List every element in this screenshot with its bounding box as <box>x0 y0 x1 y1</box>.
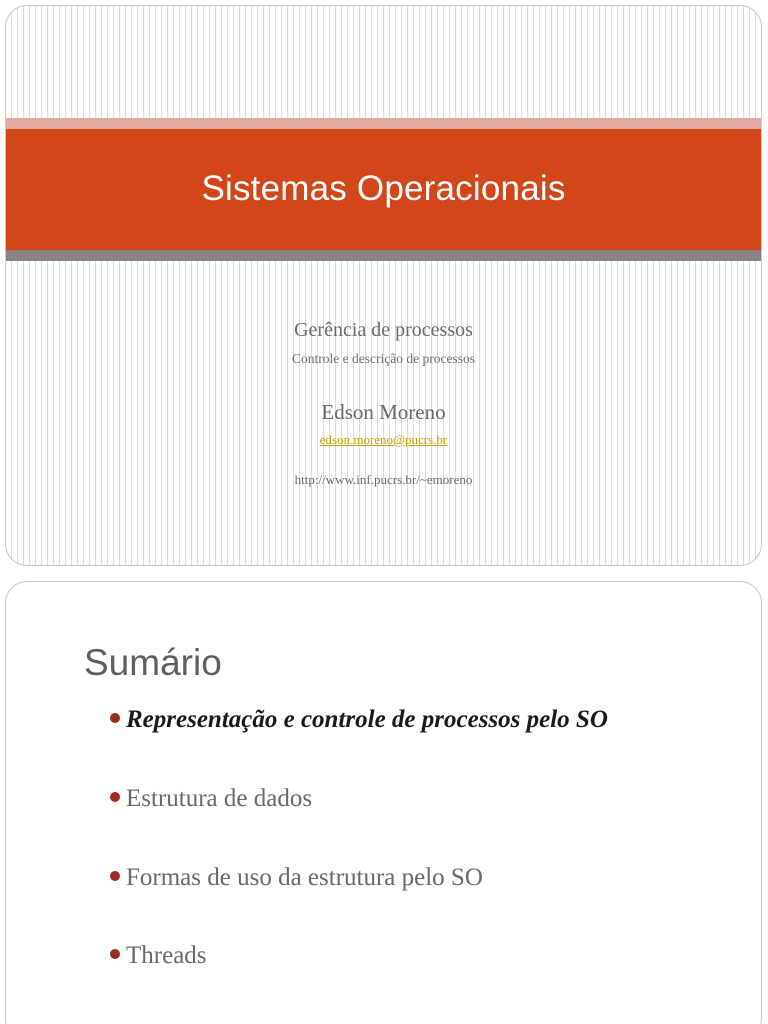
title-banner <box>6 129 761 250</box>
bullet-icon <box>110 792 120 802</box>
bullet-text: Estrutura de dados <box>126 785 313 812</box>
bullet-text: Formas de uso da estrutura pelo SO <box>126 864 483 891</box>
summary-title: Sumário <box>84 642 222 683</box>
bullet-item-estrutura <box>110 785 312 813</box>
author-email-link[interactable]: edson.moreno@pucrs.br <box>319 432 448 447</box>
title-slide <box>5 5 762 566</box>
bullet-item-representacao <box>110 706 608 734</box>
slide-subtitle-small: Controle e descrição de processos <box>292 351 475 366</box>
bullet-icon <box>110 949 120 959</box>
bullet-icon <box>110 871 120 881</box>
author-website: http://www.inf.pucrs.br/~emoreno <box>294 472 473 487</box>
slide-title: Sistemas Operacionais <box>201 168 566 208</box>
bullet-text: Representação e controle de processos pelo SO <box>126 706 608 733</box>
accent-band-bottom <box>6 250 761 261</box>
bullet-item-formas-de-uso <box>110 864 483 892</box>
author-name: Edson Moreno <box>321 400 446 424</box>
bullet-item-threads <box>110 942 207 970</box>
bullet-text: Threads <box>126 942 207 969</box>
summary-slide <box>5 581 762 1024</box>
slide-subtitle: Gerência de processos <box>294 319 473 341</box>
accent-band-top <box>6 118 761 129</box>
bullet-icon <box>110 713 120 723</box>
